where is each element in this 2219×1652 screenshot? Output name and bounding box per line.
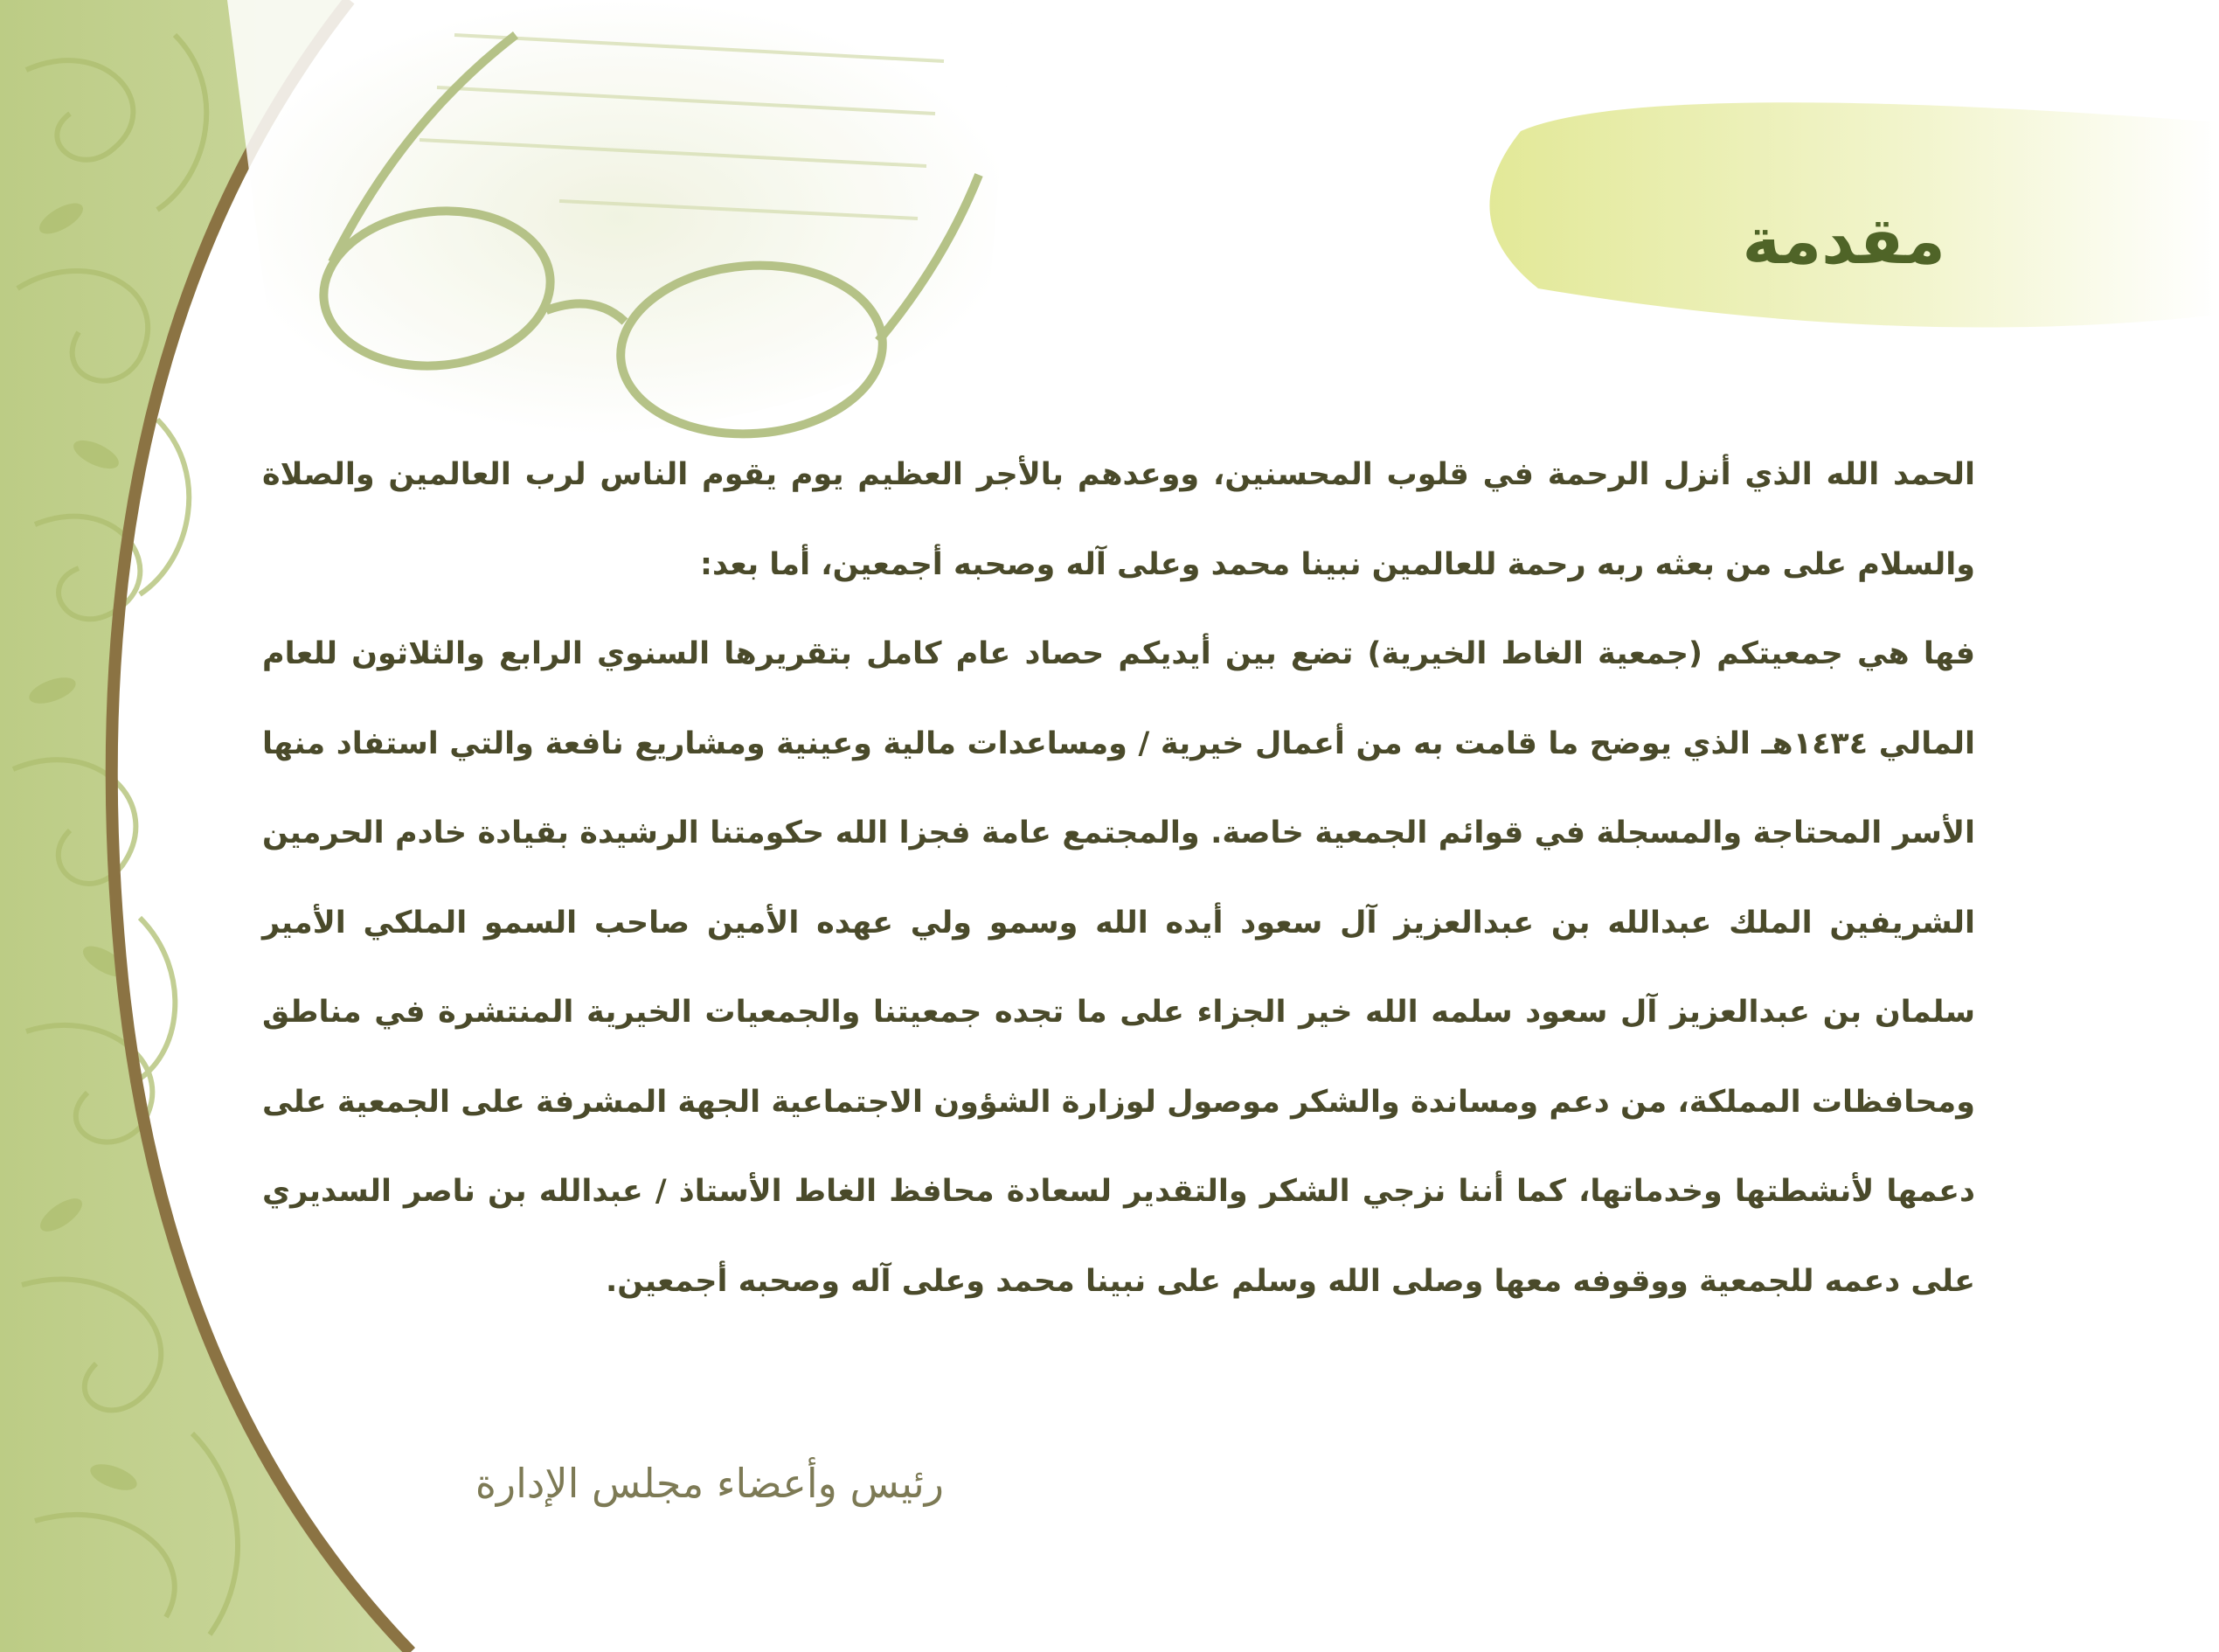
page-title: مقدمة	[1742, 204, 1945, 279]
book-and-glasses-image	[227, 0, 1014, 442]
introduction-text	[262, 430, 1975, 1326]
paragraph-main: فها هي جمعيتكم (جمعية الغاط الخيرية) تضع بين أيديكم حصاد عام كامل بتقريرها السنوي الرابع والثلاثون للعام المالي ١٤٣٤هـ الذي يوضح ما قامت به من أعمال خيرية / ومساعدات مالية وعينية ومشاريع نافعة والتي استفاد منها الأسر المحتاجة والمسجلة في قوائم الجمعية خاصة. والمجتمع عامة فجزا الله حكومتنا الرشيدة بقيادة خادم الحرمين الشريفين الملك عبدالله بن عبدالعزيز آل سعود أيده الله وسمو ولي عهده الأمين صاحب السمو الملكي الأمير سلمان بن عبدالعزيز آل سعود سلمه الله خير الجزاء على ما تجده جمعيتنا والجمعيات الخيرية المنتشرة في مناطق ومحافظات المملكة، من دعم ومساندة والشكر موصول لوزارة الشؤون الاجتماعية الجهة المشرفة على الجمعية على دعمها لأنشطتها وخدماتها، كما أننا نزجي الشكر والتقدير لسعادة محافظ الغاط الأستاذ / عبدالله بن ناصر السديري على دعمه للجمعية ووقوفه معها وصلى الله وسلم على نبينا محمد وعلى آله وصحبه أجمعين.	[262, 636, 1976, 1299]
signature: رئيس وأعضاء مجلس الإدارة	[475, 1460, 944, 1507]
paragraph-opening: الحمد الله الذي أنزل الرحمة في قلوب المحسنين، ووعدهم بالأجر العظيم يوم يقوم الناس لرب العالمين والصلاة والسلام على من بعثه ربه رحمة للعالمين نبينا محمد وعلى آله وصحبه أجمعين، أما بعد:	[262, 457, 1975, 582]
